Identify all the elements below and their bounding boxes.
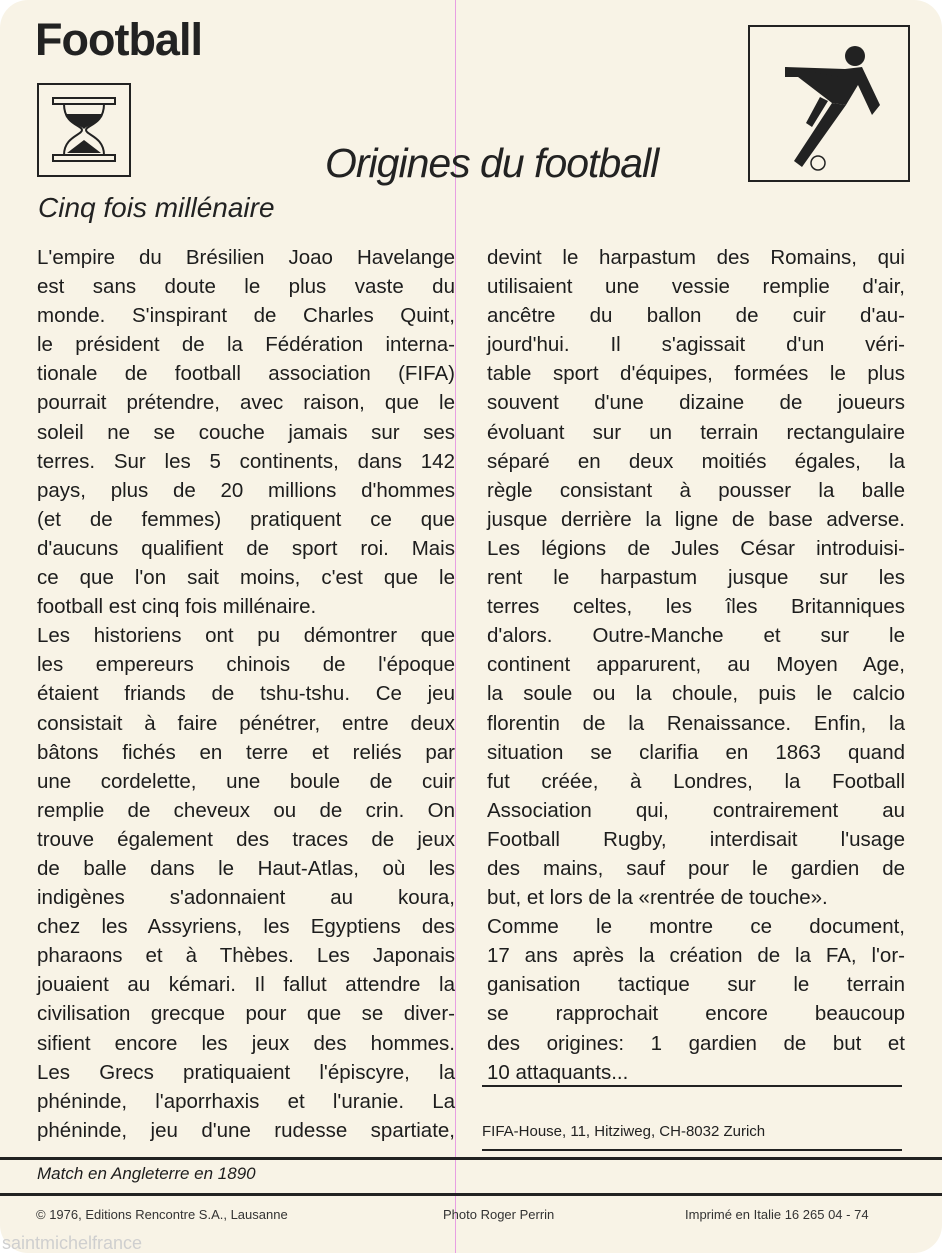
text-line: la soule ou la choule, puis le calcio <box>487 682 905 706</box>
article-title: Origines du football <box>325 140 659 186</box>
text-line: pharaons et à Thèbes. Les Japonais <box>37 944 455 968</box>
scan-artifact-line <box>455 0 456 1253</box>
football-player-icon <box>748 25 910 182</box>
text-line: Association qui, contrairement au <box>487 798 905 822</box>
text-line: se rapprochait encore beaucoup <box>487 1002 905 1026</box>
text-line: trouve également des traces de jeux <box>37 827 455 851</box>
text-line: Comme le montre ce document, <box>487 915 905 939</box>
text-line: pays, plus de 20 millions d'hommes <box>37 478 455 502</box>
text-line: jourd'hui. Il s'agissait d'un véri- <box>487 333 905 357</box>
text-line: d'alors. Outre-Manche et sur le <box>487 624 905 648</box>
divider <box>482 1085 902 1087</box>
text-line: des origines: 1 gardien de but et <box>487 1031 905 1055</box>
text-line: évoluant sur un terrain rectangulaire <box>487 420 905 444</box>
hourglass-icon <box>37 83 131 177</box>
photo-caption: Match en Angleterre en 1890 <box>37 1164 256 1183</box>
text-line: bâtons fichés en terre et reliés par <box>37 740 455 764</box>
copyright: © 1976, Editions Rencontre S.A., Lausanne <box>36 1207 288 1222</box>
watermark: saintmichelfrance <box>2 1233 143 1253</box>
divider <box>0 1157 942 1160</box>
text-line: souvent d'une dizaine de joueurs <box>487 391 905 415</box>
fifa-address: FIFA-House, 11, Hitziweg, CH-8032 Zurich <box>482 1123 766 1140</box>
text-line: but, et lors de la «rentrée de touche». <box>487 886 828 910</box>
text-line: rent le harpastum jusque sur les <box>487 566 905 590</box>
text-line: tionale de football association (FIFA) <box>37 362 455 386</box>
text-line: continent apparurent, au Moyen Age, <box>487 653 905 677</box>
article-right-column <box>487 243 905 1087</box>
text-line: civilisation grecque pour que se diver- <box>37 1002 455 1026</box>
text-line: phéninde, l'aporrhaxis et l'uranie. La <box>37 1089 455 1113</box>
text-line: indigènes s'adonnaient au koura, <box>37 886 455 910</box>
text-line: florentin de la Renaissance. Enfin, la <box>487 711 905 735</box>
text-line: soleil ne se couche jamais sur ses <box>37 420 455 444</box>
text-line: les empereurs chinois de l'époque <box>37 653 455 677</box>
text-line: règle consistant à pousser la balle <box>487 478 905 502</box>
text-line: ganisation tactique sur le terrain <box>487 973 905 997</box>
text-line: d'aucuns qualifient de sport roi. Mais <box>37 536 455 560</box>
text-line: fut créée, à Londres, la Football <box>487 769 905 793</box>
text-line: terres. Sur les 5 continents, dans 142 <box>37 449 455 473</box>
text-line: terres celtes, les îles Britanniques <box>487 595 905 619</box>
text-line: football est cinq fois millénaire. <box>37 595 317 619</box>
divider <box>482 1149 902 1151</box>
text-line: situation se clarifia en 1863 quand <box>487 740 905 764</box>
text-line: séparé en deux moitiés égales, la <box>487 449 905 473</box>
article-left-column <box>37 243 455 1145</box>
text-line: L'empire du Brésilien Joao Havelange <box>37 246 455 269</box>
print-info: Imprimé en Italie 16 265 04 - 74 <box>685 1207 869 1222</box>
text-line: (et de femmes) pratiquent ce que <box>37 507 455 531</box>
text-line: table sport d'équipes, formées le plus <box>487 362 905 386</box>
text-line: ancêtre du ballon de cuir d'au- <box>487 304 905 328</box>
article-subtitle: Cinq fois millénaire <box>38 192 275 223</box>
text-line: Les historiens ont pu démontrer que <box>37 624 455 648</box>
text-line: sifient encore les jeux des hommes. <box>37 1031 455 1055</box>
text-line: Football Rugby, interdisait l'usage <box>487 827 905 851</box>
text-line: une cordelette, une boule de cuir <box>37 769 455 793</box>
text-line: ce que l'on sait moins, c'est que le <box>37 566 455 590</box>
text-line: remplie de cheveux ou de crin. On <box>37 798 455 822</box>
divider <box>0 1193 942 1196</box>
text-line: consistait à faire pénétrer, entre deux <box>37 711 455 735</box>
text-line: devint le harpastum des Romains, qui <box>487 246 905 269</box>
text-line: chez les Assyriens, les Egyptiens des <box>37 915 455 939</box>
text-line: Les légions de Jules César introduisi- <box>487 536 905 560</box>
text-line: monde. S'inspirant de Charles Quint, <box>37 304 455 328</box>
text-line: 17 ans après la création de la FA, l'or- <box>487 944 905 968</box>
text-line: pourrait prétendre, avec raison, que le <box>37 391 455 415</box>
text-line: étaient friands de tshu-tshu. Ce jeu <box>37 682 455 706</box>
text-line: des mains, sauf pour le gardien de <box>487 856 905 880</box>
text-line: jusque derrière la ligne de base adverse. <box>487 507 905 531</box>
photo-credit: Photo Roger Perrin <box>443 1207 555 1222</box>
text-line: Les Grecs pratiquaient l'épiscyre, la <box>37 1060 455 1084</box>
text-line: est sans doute le plus vaste du <box>37 275 455 299</box>
brand-title: Football <box>35 14 202 65</box>
text-line: jouaient au kémari. Il fallut attendre la <box>37 973 455 997</box>
text-line: de balle dans le Haut-Atlas, où les <box>37 856 455 880</box>
text-line: 10 attaquants... <box>487 1060 629 1084</box>
text-line: phéninde, jeu d'une rudesse spartiate, <box>37 1118 455 1142</box>
text-line: utilisaient une vessie remplie d'air, <box>487 275 905 299</box>
text-line: le président de la Fédération interna- <box>37 333 455 357</box>
